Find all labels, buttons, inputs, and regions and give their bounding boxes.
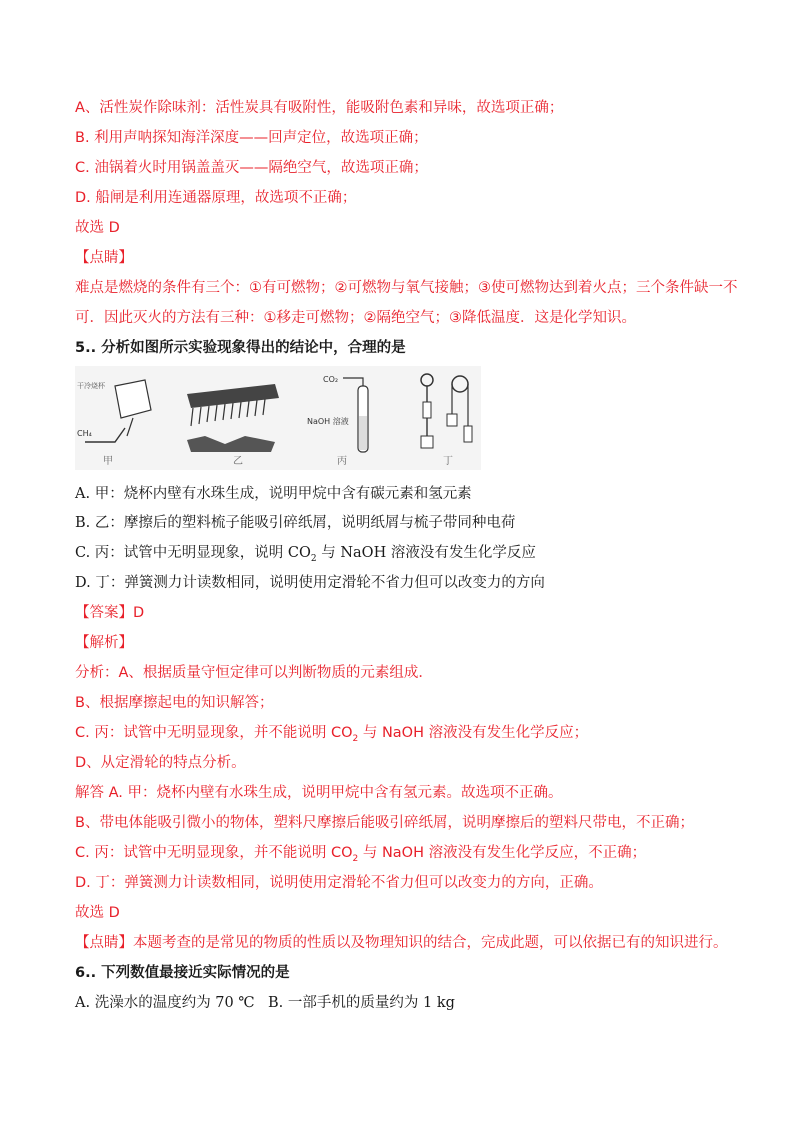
label-naoh: NaOH 溶液 [307,417,349,426]
dianjing-heading-1: 【点睛】 [75,250,133,266]
q6-option-a: A. 洗澡水的温度约为 70 ℃ [75,995,255,1011]
label-bing: 丙 [337,456,347,467]
label-jia: 甲 [103,456,113,467]
q6-option-b: B. 一部手机的质量约为 1 kg [268,995,455,1011]
label-beaker: 干冷烧杯 [77,382,105,390]
fenxi-d: D、从定滑轮的特点分析。 [75,755,246,771]
sub-2: 2 [310,553,317,564]
label-ding: 丁 [443,456,453,467]
answer-line-b: B. 利用声呐探知海洋深度——回声定位，故选项正确； [75,130,428,146]
choose-d-1: 故选 D [75,220,120,236]
jieda-c-suffix: 与 NaOH 溶液没有发生化学反应，不正确； [358,845,647,861]
dianjing-text-1: 难点是燃烧的条件有三个：①有可燃物；②可燃物与氧气接触；③使可燃物达到着火点；三个条件缺一不 [75,280,738,296]
q5-option-b: B. 乙：摩擦后的塑料梳子能吸引碎纸屑，说明纸屑与梳子带同种电荷 [75,515,516,531]
dianjing-2-text: 本题考查的是常见的物质的性质以及物理知识的结合，完成此题，可以依据已有的知识进行。 [133,935,728,951]
fenxi-a: 分析：A、根据质量守恒定律可以判断物质的元素组成． [75,665,433,681]
question-5-title: 5.. 分析如图所示实验现象得出的结论中，合理的是 [75,340,406,356]
dianjing-2 [75,933,728,953]
label-yi: 乙 [233,456,243,467]
q5-option-c [75,543,536,569]
fenxi-b: B、根据摩擦起电的知识解答； [75,695,274,711]
label-ch4: CH₄ [77,429,92,438]
jieda-c [75,843,646,869]
q5-option-a: A. 甲：烧杯内壁有水珠生成，说明甲烷中含有碳元素和氢元素 [75,486,472,502]
answer-line-a: A、活性炭作除味剂：活性炭具有吸附性，能吸附色素和异味，故选项正确； [75,100,564,116]
answer-line-c: C. 油锅着火时用锅盖盖灭——隔绝空气，故选项正确； [75,160,428,176]
sub-2: 2 [352,733,359,744]
q5-c-suffix: 与 NaOH 溶液没有发生化学反应 [316,545,536,561]
jieda-a: 解答 A. 甲：烧杯内壁有水珠生成，说明甲烷中含有氢元素。故选项不正确。 [75,785,563,801]
q5-c-prefix: C. 丙：试管中无明显现象，说明 CO [75,545,311,561]
jieda-d: D. 丁：弹簧测力计读数相同，说明使用定滑轮不省力但可以改变力的方向，正确。 [75,875,603,891]
dianjing-2-tag: 【点睛】 [75,935,133,951]
jieda-b: B、带电体能吸引微小的物体，塑料尺摩擦后能吸引碎纸屑，说明摩擦后的塑料尺带电，不正确； [75,815,694,831]
sub-2: 2 [352,853,359,864]
q5-option-d: D. 丁：弹簧测力计读数相同，说明使用定滑轮不省力但可以改变力的方向 [75,575,545,591]
experiment-figure [75,366,481,470]
answer-tag: 【答案】D [75,605,145,621]
fenxi-c [75,723,588,749]
jieda-c-prefix: C. 丙：试管中无明显现象，并不能说明 CO [75,845,353,861]
question-6-title: 6.. 下列数值最接近实际情况的是 [75,965,290,981]
label-co2: CO₂ [323,375,339,384]
dianjing-text-2: 可．因此灭火的方法有三种：①移走可燃物；②隔绝空气；③降低温度．这是化学知识。 [75,310,636,326]
fenxi-c-prefix: C. 丙：试管中无明显现象，并不能说明 CO [75,725,353,741]
answer-line-d: D. 船闸是利用连通器原理，故选项不正确； [75,190,357,206]
choose-d-2: 故选 D [75,905,120,921]
jiexi-tag: 【解析】 [75,635,133,651]
fenxi-c-suffix: 与 NaOH 溶液没有发生化学反应； [358,725,589,741]
